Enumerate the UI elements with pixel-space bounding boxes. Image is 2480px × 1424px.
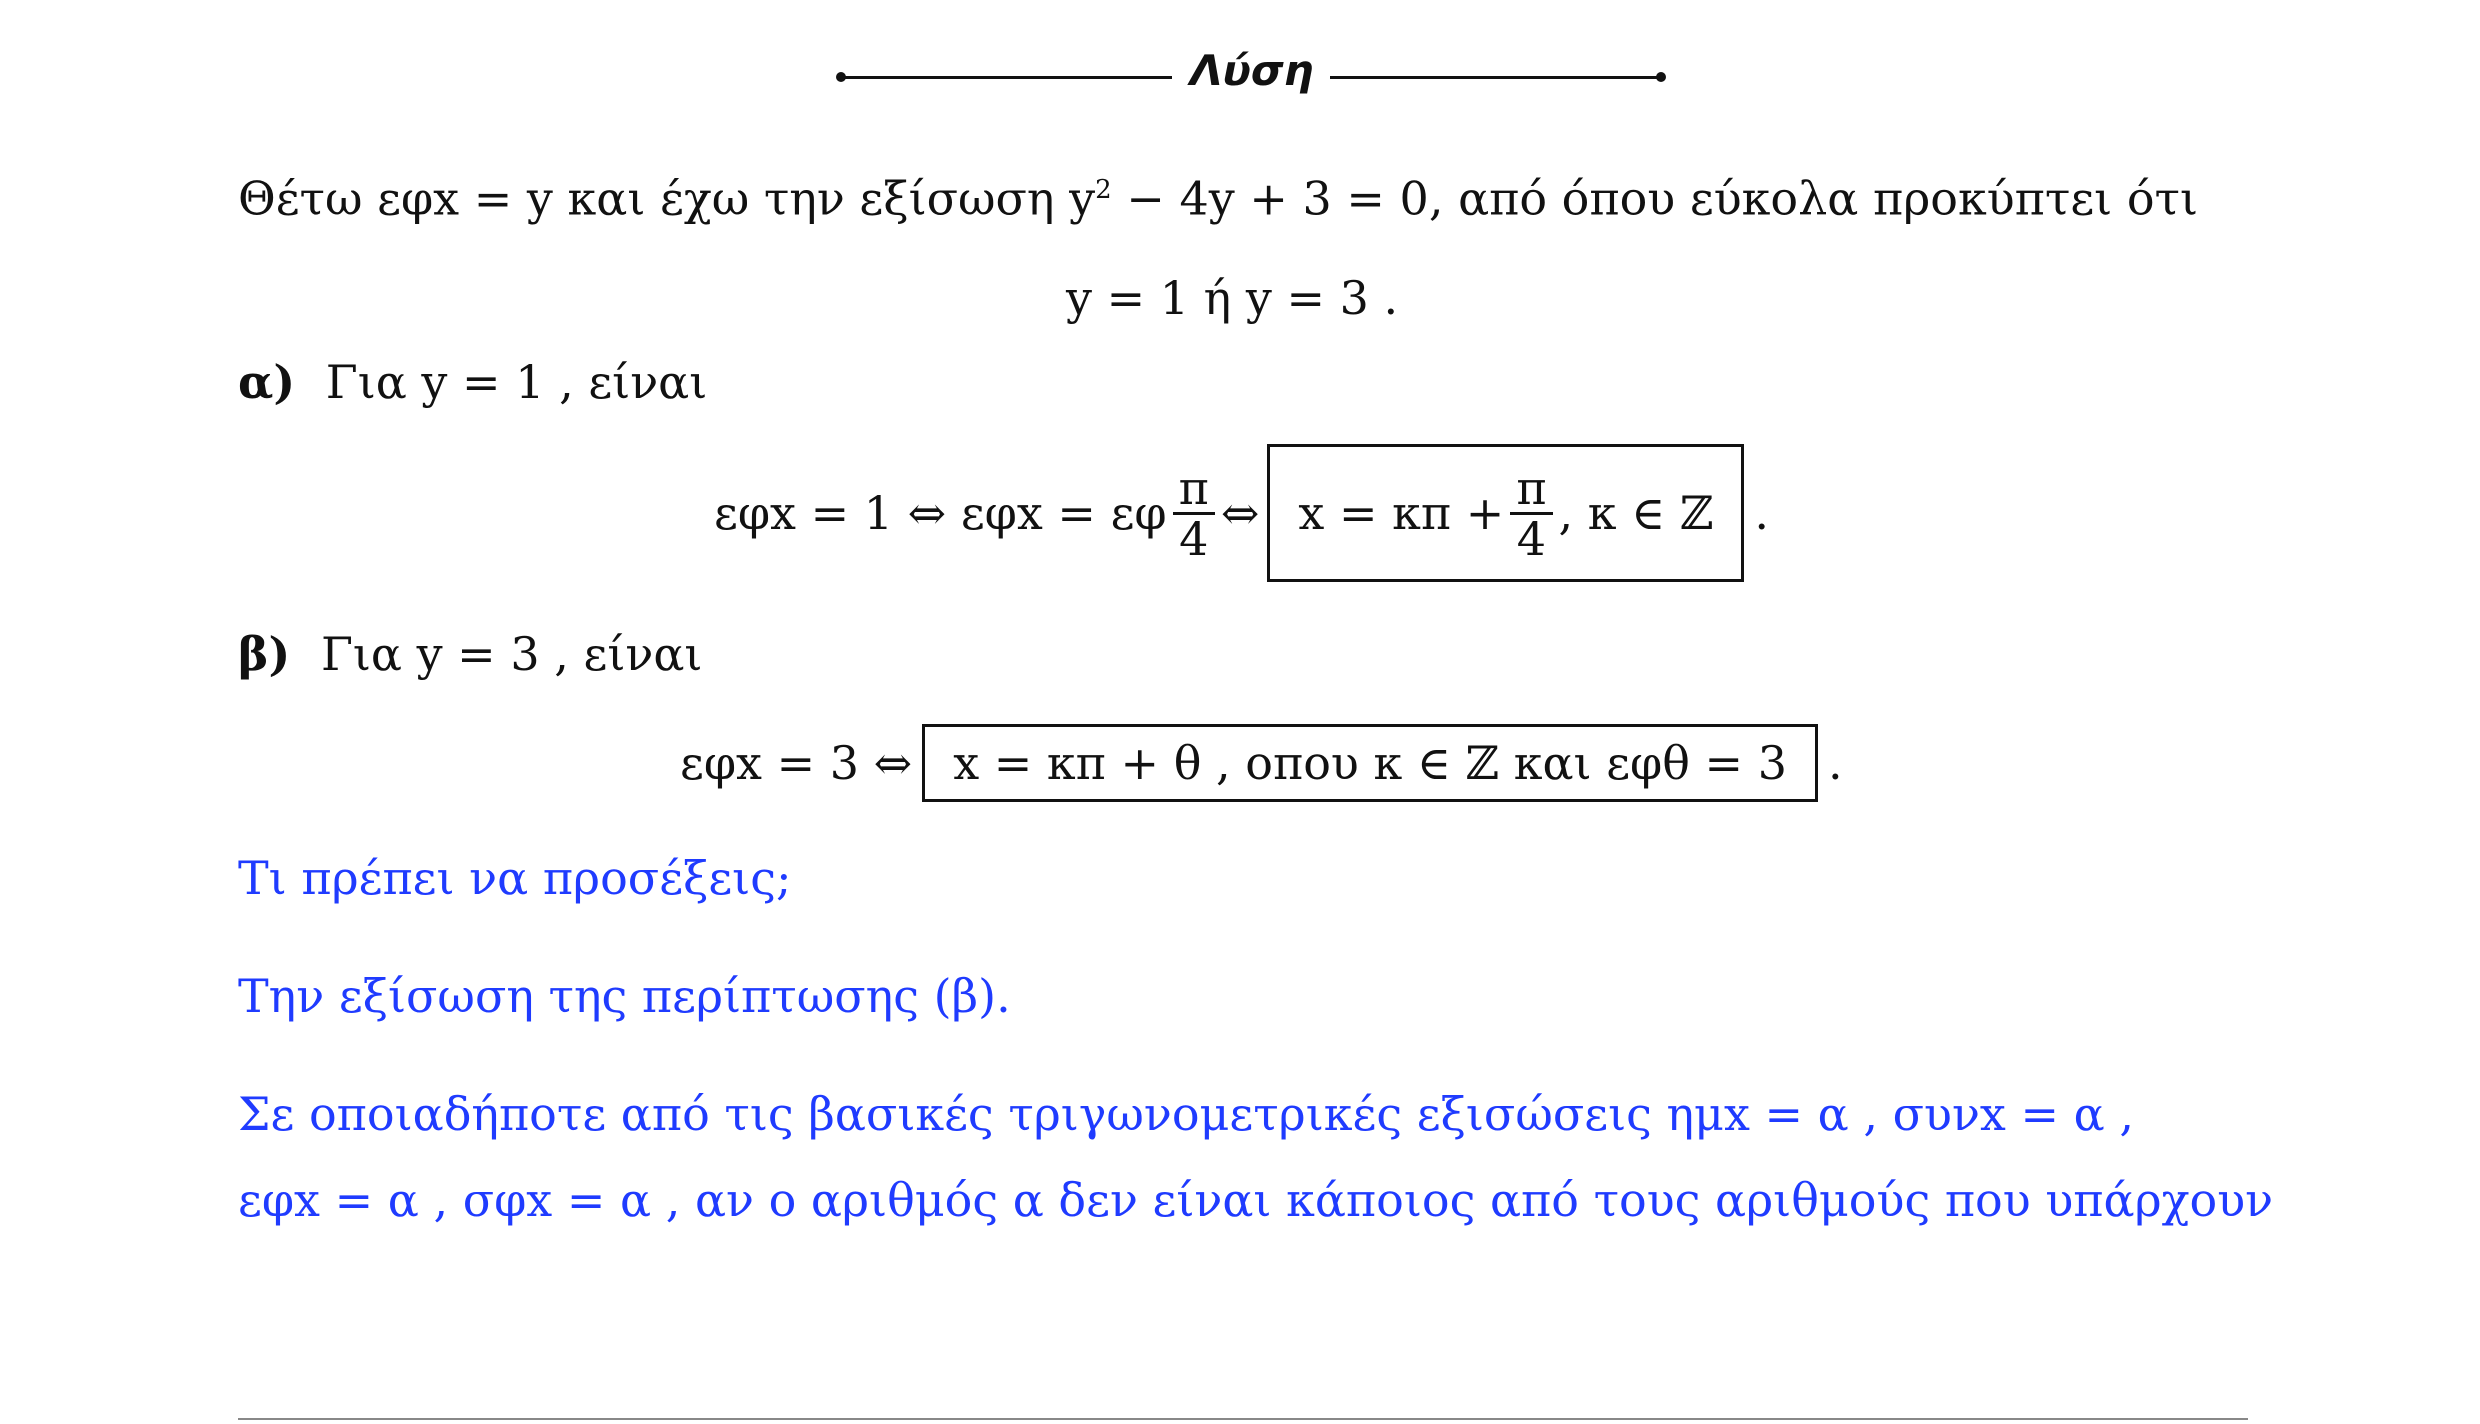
case-a-fraction-2-num: π (1510, 464, 1552, 515)
case-a-eq-left: εφx = 1 ⇔ εφx = εφ (714, 486, 1167, 540)
case-b-equation (680, 724, 1843, 802)
intro-line-1 (238, 160, 2198, 228)
heading-rule-right-dot (1656, 72, 1666, 82)
case-a-equivalence: ⇔ (1220, 486, 1260, 540)
case-a-fraction-2 (1510, 460, 1552, 566)
case-a-box-left: x = κπ + (1298, 486, 1505, 540)
note-paragraph-line-1: Σε οποιαδήποτε από τις βασικές τριγωνομετρικές εξισώσεις ημx = α , συνx = α , (238, 1087, 2134, 1141)
case-b-text: Για y = 3 , είναι (320, 627, 703, 681)
intro-text-mid: και έχω την εξίσωση (552, 171, 1070, 226)
case-a-fraction-2-den: 4 (1516, 511, 1547, 566)
case-b-end: . (1827, 736, 1843, 790)
case-b-header (238, 624, 702, 684)
intro-roots: y = 1 ή y = 3 . (1066, 271, 1399, 325)
case-a-label: α) (238, 355, 296, 409)
case-b-label: β) (238, 627, 291, 681)
heading-rule-left (842, 76, 1172, 79)
intro-text-pre: Θέτω (238, 171, 378, 226)
intro-equation-y: y (1069, 171, 1096, 226)
case-a-box-right: , κ ∈ ℤ (1558, 486, 1714, 540)
intro-text-post: , από όπου εύκολα προκύπτει ότι (1428, 171, 2199, 226)
intro-equation-exponent: 2 (1095, 175, 1112, 205)
case-a-end: . (1754, 486, 1770, 540)
case-b-eq-left: εφx = 3 ⇔ (680, 736, 913, 790)
note-answer: Την εξίσωση της περίπτωσης (β). (238, 969, 1011, 1023)
note-paragraph-line-2: εφx = α , σφx = α , αν ο αριθμός α δεν είναι κάποιος από τους αριθμούς που υπάρχουν (238, 1173, 2274, 1227)
case-a-equation (714, 444, 1769, 582)
case-b-solution-box: x = κπ + θ , οπου κ ∈ ℤ και εφθ = 3 (922, 724, 1818, 802)
case-a-solution-box (1267, 444, 1744, 582)
case-a-fraction-1 (1173, 460, 1215, 566)
intro-substitution: εφx = y (377, 171, 553, 226)
case-a-fraction-1-num: π (1173, 464, 1215, 515)
case-a-text: Για y = 1 , είναι (325, 355, 708, 409)
intro-equation-rest: − 4y + 3 = 0 (1111, 171, 1429, 226)
note-question: Τι πρέπει να προσέξεις; (238, 851, 792, 905)
case-a-fraction-1-den: 4 (1179, 511, 1209, 566)
heading-rule-right (1330, 76, 1660, 79)
page-title: Λύση (1190, 46, 1314, 95)
case-a-header (238, 352, 707, 412)
page-bottom-rule (238, 1418, 2248, 1420)
